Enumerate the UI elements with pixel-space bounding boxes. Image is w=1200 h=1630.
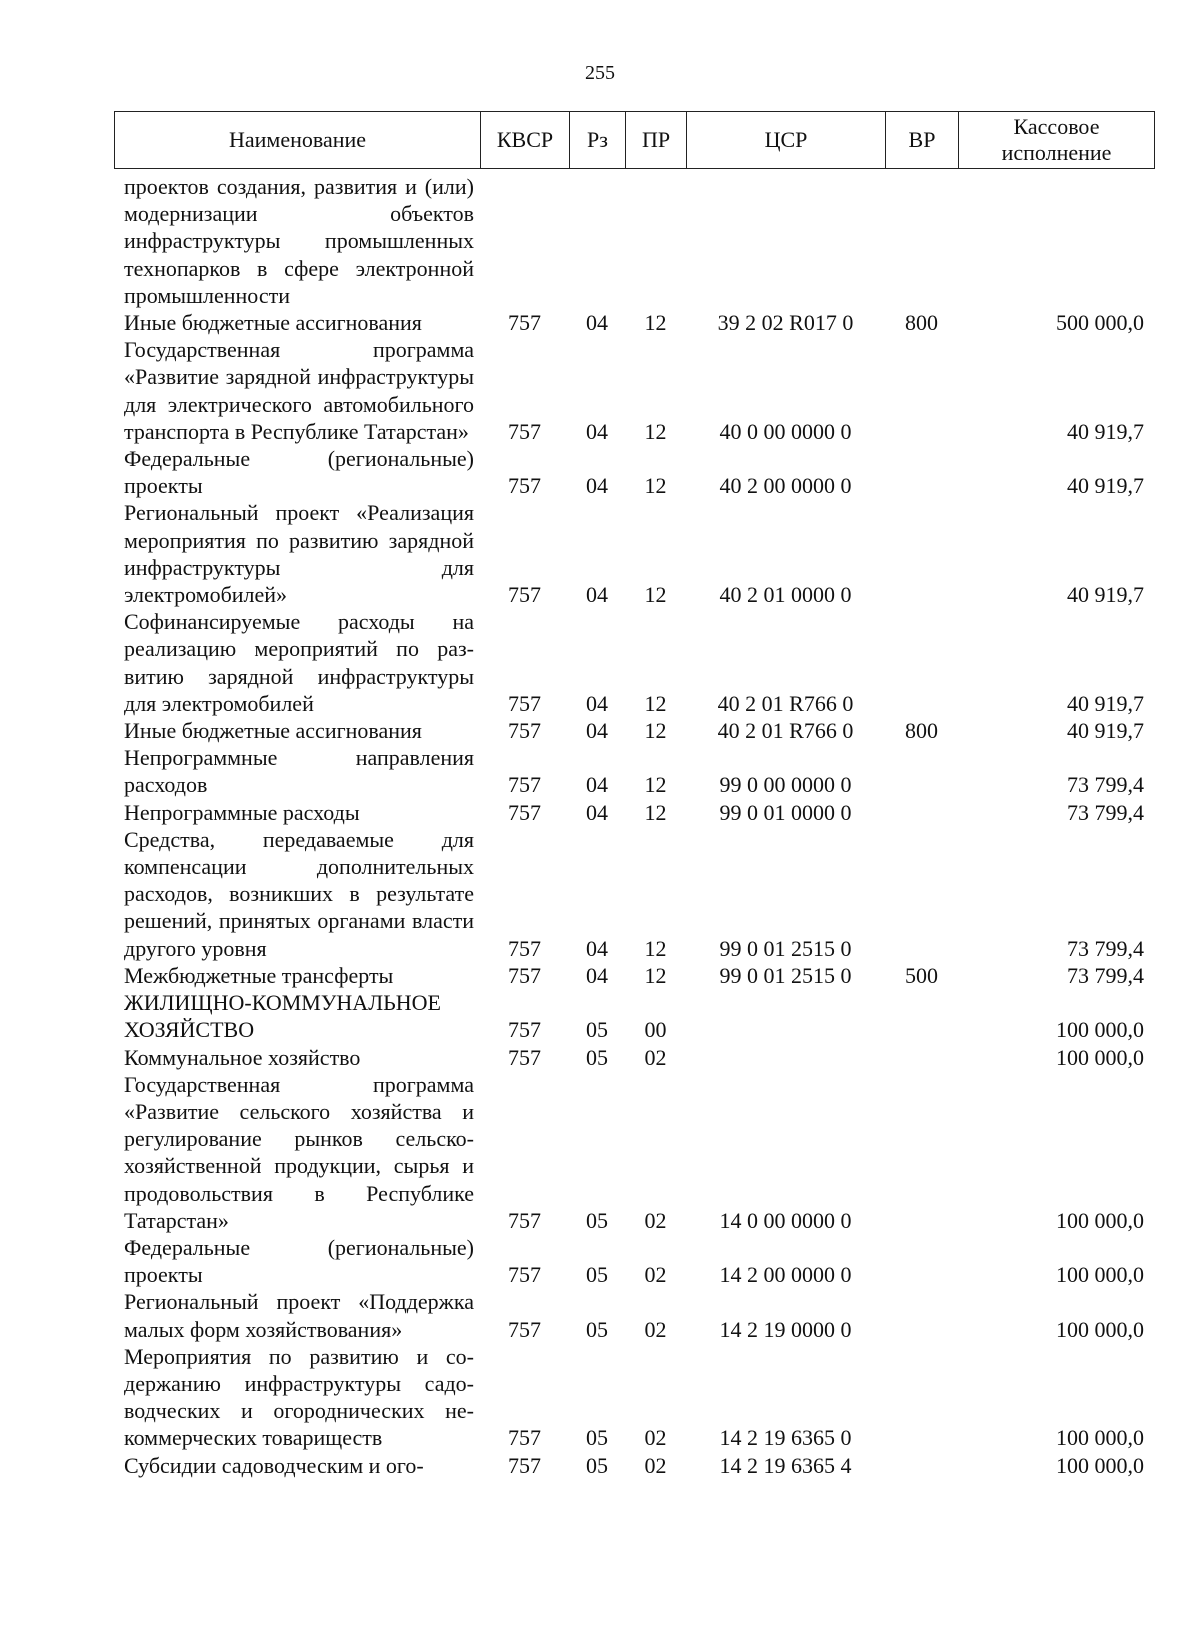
row-vr: 500 xyxy=(905,962,938,988)
row-name: Региональный проект «Реализация мероприятия по развитию зарядной инфраструктуры для электромобилей» xyxy=(124,500,474,608)
row-name: Федеральные (региональные) проекты xyxy=(124,446,474,499)
row-sum: 40 919,7 xyxy=(1067,582,1144,608)
row-rz: 04 xyxy=(586,718,608,744)
row-csr: 99 0 01 2515 0 xyxy=(719,935,852,961)
table-row xyxy=(114,1288,1154,1342)
row-csr: 40 2 01 0000 0 xyxy=(719,582,852,608)
row-rz: 04 xyxy=(586,962,608,988)
row-kvsr: 757 xyxy=(508,1207,541,1233)
table-row xyxy=(114,1452,1154,1479)
row-rz: 04 xyxy=(586,418,608,444)
row-sum: 100 000,0 xyxy=(1056,1262,1144,1288)
row-sum: 100 000,0 xyxy=(1056,1017,1144,1043)
row-kvsr: 757 xyxy=(508,582,541,608)
row-sum: 100 000,0 xyxy=(1056,1316,1144,1342)
table-row xyxy=(114,1234,1154,1288)
row-rz: 05 xyxy=(586,1017,608,1043)
row-sum: 73 799,4 xyxy=(1067,772,1144,798)
row-kvsr: 757 xyxy=(508,799,541,825)
table-body xyxy=(114,173,1154,1479)
row-kvsr: 757 xyxy=(508,418,541,444)
row-vr: 800 xyxy=(905,718,938,744)
row-sum: 100 000,0 xyxy=(1056,1452,1144,1478)
row-kvsr: 757 xyxy=(508,310,541,336)
row-pr: 02 xyxy=(644,1044,667,1070)
row-name: Межбюджетные трансферты xyxy=(124,962,394,988)
row-name: Непрограммные расходы xyxy=(124,799,360,825)
row-pr: 12 xyxy=(644,582,667,608)
row-name: проектов создания, развития и (или) модернизации объектов инфраструктуры промышленных технопарков в сфере электронной промышленности xyxy=(124,174,474,308)
row-pr: 12 xyxy=(644,935,667,961)
row-rz: 04 xyxy=(586,690,608,716)
row-name: Региональный проект «Поддержка малых форм хозяйствования» xyxy=(124,1289,474,1342)
row-name: Государственная программа «Развитие зарядной инфраструктуры для электрического автомобильного транспорта в Республике Татарстан» xyxy=(124,337,474,444)
row-kvsr: 757 xyxy=(508,1316,541,1342)
row-name: Субсидии садоводческим и ого- xyxy=(124,1452,424,1478)
table-row xyxy=(114,499,1154,608)
table-row xyxy=(114,1044,1154,1071)
row-csr: 40 2 01 R766 0 xyxy=(717,718,854,744)
row-pr: 12 xyxy=(644,772,667,798)
row-kvsr: 757 xyxy=(508,935,541,961)
row-pr: 02 xyxy=(644,1452,667,1478)
row-pr: 12 xyxy=(644,718,667,744)
row-sum: 40 919,7 xyxy=(1067,473,1144,499)
row-pr: 02 xyxy=(644,1316,667,1342)
row-csr: 14 2 19 6365 0 xyxy=(719,1425,852,1451)
header-name: Наименование xyxy=(115,112,481,169)
row-rz: 05 xyxy=(586,1207,608,1233)
row-name: Непрограммные направления расходов xyxy=(124,745,474,798)
row-kvsr: 757 xyxy=(508,1425,541,1451)
row-name: Государственная программа «Развитие сельского хозяйства и регулирование рынков сельскохозяйственной продукции, сырья и продовольствия в Республике Татарстан» xyxy=(124,1071,474,1233)
table-row xyxy=(114,608,1154,717)
row-kvsr: 757 xyxy=(508,473,541,499)
row-kvsr: 757 xyxy=(508,690,541,716)
row-pr: 12 xyxy=(644,962,667,988)
row-sum: 73 799,4 xyxy=(1067,962,1144,988)
row-kvsr: 757 xyxy=(508,1017,541,1043)
row-pr: 12 xyxy=(644,418,667,444)
table-row xyxy=(114,309,1154,336)
table-row xyxy=(114,445,1154,499)
row-name: Софинансируемые расходы на реализацию мероприятий по развитию зарядной инфраструктуры для электромобилей xyxy=(124,609,474,716)
row-rz: 05 xyxy=(586,1425,608,1451)
row-kvsr: 757 xyxy=(508,1044,541,1070)
row-rz: 05 xyxy=(586,1452,608,1478)
row-sum: 100 000,0 xyxy=(1056,1044,1144,1070)
row-rz: 05 xyxy=(586,1316,608,1342)
row-pr: 12 xyxy=(644,310,667,336)
table-row xyxy=(114,1071,1154,1234)
row-pr: 12 xyxy=(644,473,667,499)
row-rz: 04 xyxy=(586,582,608,608)
row-pr: 02 xyxy=(644,1262,667,1288)
row-sum: 73 799,4 xyxy=(1067,935,1144,961)
row-vr: 800 xyxy=(905,310,938,336)
row-pr: 02 xyxy=(644,1207,667,1233)
header-pr: ПР xyxy=(626,112,687,169)
row-name: Коммунальное хозяйство xyxy=(124,1044,361,1070)
row-name: Федеральные (региональные) проекты xyxy=(124,1234,474,1288)
row-rz: 04 xyxy=(586,310,608,336)
row-name: Средства, передаваемые для компенсации дополнительных расходов, возникших в результате решений, принятых органами власти другого уровня xyxy=(124,826,474,961)
table-row xyxy=(114,989,1154,1043)
row-sum: 40 919,7 xyxy=(1067,690,1144,716)
header-sum: Кассовое исполнение xyxy=(959,112,1155,169)
row-sum: 100 000,0 xyxy=(1056,1425,1144,1451)
table-row xyxy=(114,826,1154,962)
table-header xyxy=(114,111,1155,169)
row-pr: 12 xyxy=(644,690,667,716)
row-rz: 04 xyxy=(586,799,608,825)
row-name: Иные бюджетные ассигнования xyxy=(124,310,422,336)
header-vr: ВР xyxy=(886,112,959,169)
row-sum: 73 799,4 xyxy=(1067,799,1144,825)
header-csr: ЦСР xyxy=(687,112,886,169)
table-row xyxy=(114,744,1154,798)
row-csr: 40 2 01 R766 0 xyxy=(717,690,854,716)
row-rz: 05 xyxy=(586,1044,608,1070)
row-csr: 40 0 00 0000 0 xyxy=(719,418,852,444)
row-sum: 100 000,0 xyxy=(1056,1207,1144,1233)
row-rz: 05 xyxy=(586,1262,608,1288)
row-csr: 99 0 00 0000 0 xyxy=(719,772,852,798)
row-csr: 99 0 01 2515 0 xyxy=(719,962,852,988)
row-rz: 04 xyxy=(586,935,608,961)
table-row xyxy=(114,799,1154,826)
table-row xyxy=(114,1343,1154,1452)
row-csr: 14 2 00 0000 0 xyxy=(719,1262,852,1288)
row-pr: 02 xyxy=(644,1425,667,1451)
row-sum: 500 000,0 xyxy=(1056,310,1144,336)
row-sum: 40 919,7 xyxy=(1067,418,1144,444)
table-row xyxy=(114,717,1154,744)
row-name: ЖИЛИЩНО-КОММУНАЛЬНОЕ ХОЗЯЙСТВО xyxy=(124,990,441,1043)
row-sum: 40 919,7 xyxy=(1067,718,1144,744)
row-rz: 04 xyxy=(586,772,608,798)
row-csr: 40 2 00 0000 0 xyxy=(719,473,852,499)
row-csr: 14 0 00 0000 0 xyxy=(719,1207,852,1233)
row-csr: 14 2 19 6365 4 xyxy=(719,1452,852,1478)
header-kvsr: КВСР xyxy=(481,112,570,169)
row-name: Иные бюджетные ассигнования xyxy=(124,718,422,744)
row-kvsr: 757 xyxy=(508,1262,541,1288)
row-kvsr: 757 xyxy=(508,1452,541,1478)
row-rz: 04 xyxy=(586,473,608,499)
row-kvsr: 757 xyxy=(508,718,541,744)
table-row xyxy=(114,173,1154,309)
row-csr: 14 2 19 0000 0 xyxy=(719,1316,852,1342)
table-row xyxy=(114,962,1154,989)
row-name: Мероприятия по развитию и содержанию инфраструктуры садоводческих и огороднических некоммерческих товариществ xyxy=(124,1343,474,1451)
row-kvsr: 757 xyxy=(508,962,541,988)
row-csr: 99 0 01 0000 0 xyxy=(719,799,852,825)
row-pr: 00 xyxy=(644,1017,667,1043)
row-pr: 12 xyxy=(644,799,667,825)
header-rz: Рз xyxy=(570,112,626,169)
table-row xyxy=(114,336,1154,445)
row-kvsr: 757 xyxy=(508,772,541,798)
row-csr: 39 2 02 R017 0 xyxy=(717,310,854,336)
page-number: 255 xyxy=(585,62,615,84)
